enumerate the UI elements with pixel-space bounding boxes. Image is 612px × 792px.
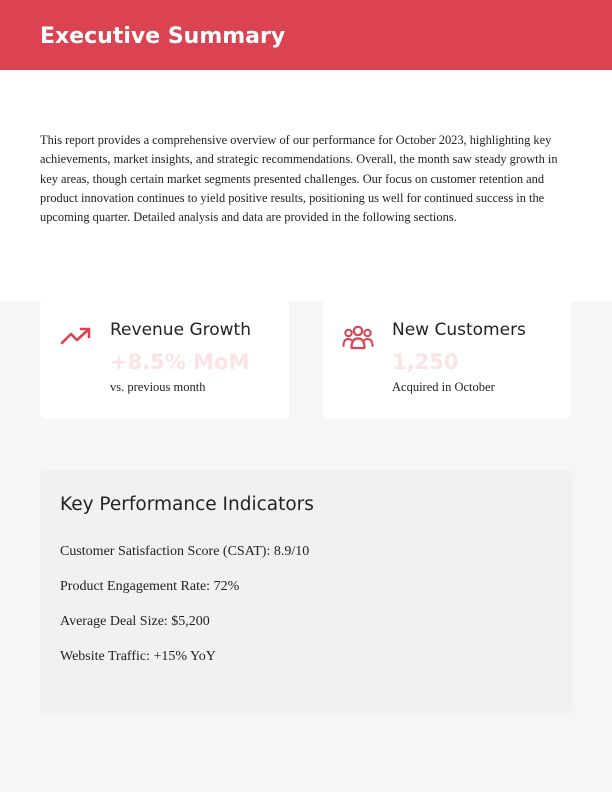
card-subtitle: Acquired in October	[392, 380, 495, 394]
card-title: New Customers	[392, 320, 526, 340]
users-icon	[342, 322, 374, 352]
header-bar	[0, 0, 612, 70]
revenue-growth-card	[40, 300, 289, 419]
intro-paragraph: This report provides a comprehensive overview of our performance for October 2023, highlighting key achievements, market insights, and strategic recommendations. Overall, the month saw steady growth in key areas, though certain market segments presented challenges. Our focus on customer retention and product innovation continues to yield positive results, positioning us well for continued success in the upcoming quarter. Detailed analysis and data are provided in the following sections.	[40, 133, 558, 225]
kpi-item: Average Deal Size: $5,200	[60, 614, 210, 629]
card-value: 1,250	[392, 350, 459, 374]
new-customers-card	[322, 300, 571, 419]
page-title: Executive Summary	[40, 24, 286, 49]
kpi-item: Website Traffic: +15% YoY	[60, 649, 216, 664]
card-value: +8.5% MoM	[110, 350, 250, 374]
kpi-list	[60, 542, 309, 682]
kpi-item: Customer Satisfaction Score (CSAT): 8.9/10	[60, 544, 310, 559]
kpi-item: Product Engagement Rate: 72%	[60, 579, 240, 594]
card-subtitle: vs. previous month	[110, 380, 206, 394]
kpi-title: Key Performance Indicators	[60, 494, 314, 515]
card-title: Revenue Growth	[110, 320, 251, 340]
trending-up-icon	[60, 322, 92, 352]
kpi-panel	[40, 470, 572, 715]
